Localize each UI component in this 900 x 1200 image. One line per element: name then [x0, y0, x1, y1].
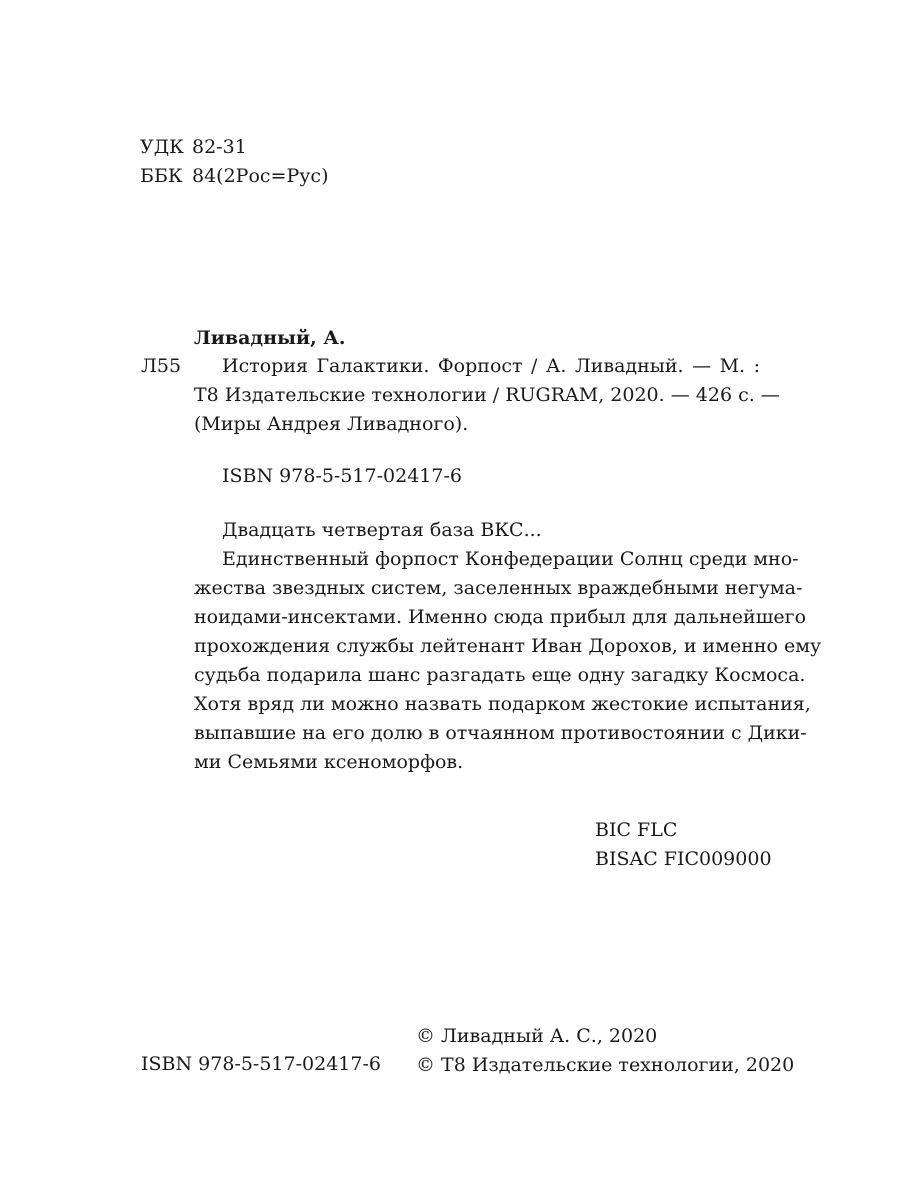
subject-codes: [595, 816, 772, 874]
catalog-entry-line: Т8 Издательские технологии / RUGRAM, 2020. — 426 с. —: [194, 384, 780, 406]
copyright-publisher: © Т8 Издательские технологии, 2020: [416, 1054, 795, 1076]
isbn: ISBN 978-5-517-02417-6: [222, 465, 462, 487]
annotation: [194, 516, 822, 777]
copyright-author: © Ливадный А. С., 2020: [416, 1025, 658, 1047]
annotation-line: Хотя вряд ли можно назвать подарком жестокие испытания,: [194, 693, 811, 715]
author-mark: Л55: [141, 355, 182, 377]
udk-label: УДК: [140, 136, 184, 158]
bic-code: BIC FLC: [595, 819, 678, 841]
bisac-code: BISAC FIC009000: [595, 848, 772, 870]
annotation-line: Единственный форпост Конфедерации Солнц среди мно-: [222, 548, 799, 570]
annotation-line: прохождения службы лейтенант Иван Дорохов, и именно ему: [194, 635, 822, 657]
bbk-row: [140, 162, 328, 191]
annotation-line: Двадцать четвертая база ВКС...: [222, 519, 542, 541]
annotation-line: жества звездных систем, заселенных враждебными негума-: [194, 577, 803, 599]
annotation-line: судьба подарила шанс разгадать еще одну загадку Космоса.: [194, 664, 806, 686]
catalog-entry-line: (Миры Андрея Ливадного).: [194, 413, 469, 435]
annotation-line: выпавшие на его долю в отчаянном противостоянии с Дики-: [194, 722, 807, 744]
catalog-entry: [194, 352, 780, 439]
bbk-value: 84(2Рос=Рус): [192, 165, 329, 187]
author-heading: Ливадный, А.: [194, 327, 346, 349]
footer-isbn: ISBN 978-5-517-02417-6: [141, 1053, 381, 1075]
classification-codes: [140, 133, 328, 191]
udk-value: 82-31: [192, 136, 247, 158]
catalog-entry-line: История Галактики. Форпост / А. Ливадный. — М. :: [222, 355, 760, 377]
udk-row: [140, 133, 328, 162]
copyright-notices: [416, 1022, 794, 1080]
bbk-label: ББК: [140, 165, 183, 187]
annotation-line: ми Семьями ксеноморфов.: [194, 751, 464, 773]
annotation-line: ноидами-инсектами. Именно сюда прибыл для дальнейшего: [194, 606, 807, 628]
